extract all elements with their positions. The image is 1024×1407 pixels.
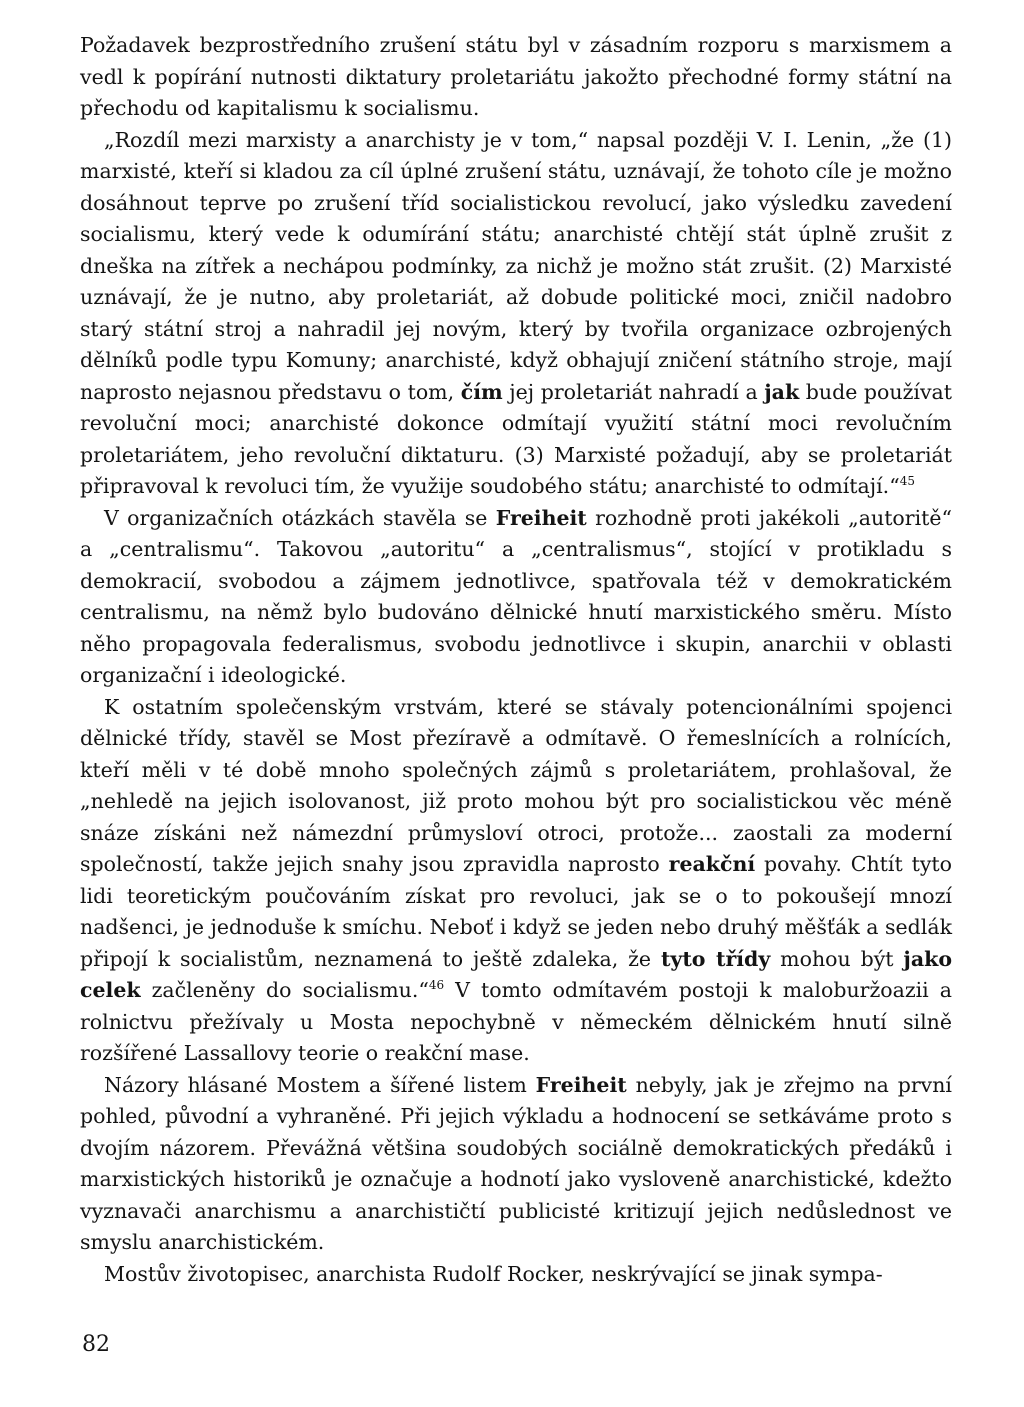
text-run: začleněny do socialismu.“	[140, 978, 429, 1002]
paragraph	[80, 692, 952, 1070]
text-run: rozhodně proti jakékoli „autoritě“ a „centralismu“. Takovou „autoritu“ a „centralismus“, stojící v protikladu s demokracií, svobodou a zájmem jednotlivce, spatřovala též v demokratickém centralismu, na němž bylo budováno dělnické hnutí marxistického směru. Místo něho propagovala federalismus, svobodu jednotlivce i skupin, anarchii v oblasti organizační i ideologické.	[80, 505, 952, 687]
emphasis-text: tyto třídy	[660, 946, 771, 971]
footnote-ref: 46	[428, 978, 445, 993]
text-run: povahy. Chtít tyto lidi teoretickým poučováním získat pro revoluci, jak se o to pokoušejí mnozí nadšenci, je jednoduše k smíchu. Neboť i když se jeden nebo druhý měšťák a sedlák připojí k socialistům, neznamená to ještě zdaleka, že	[80, 852, 953, 971]
text-run: Mostův životopisec, anarchista Rudolf Rocker, neskrývající se jinak sympa-	[104, 1261, 883, 1286]
emphasis-text: jako celek	[80, 946, 952, 1002]
emphasis-text: reakční	[668, 852, 756, 876]
text-run: jej proletariát nahradí a	[502, 379, 765, 404]
paragraph	[80, 503, 952, 692]
paragraph	[80, 1259, 952, 1291]
emphasis-text: Freiheit	[495, 505, 587, 530]
text-run: Požadavek bezprostředního zrušení státu byl v zásadním rozporu s marxismem a vedl k popírání nutnosti diktatury proletariátu jakožto přechodné formy státní na přechodu od kapitalismu k socialismu.	[80, 33, 952, 120]
paragraph	[80, 125, 952, 503]
text-run: Názory hlásané Mostem a šířené listem	[104, 1072, 536, 1097]
page-number: 82	[82, 1332, 110, 1357]
footnote-ref: 45	[899, 474, 915, 489]
text-run: „Rozdíl mezi marxisty a anarchisty je v tom,“ napsal později V. I. Lenin, „že (1) marxisté, kteří si kladou za cíl úplné zrušení státu, uznávají, že tohoto cíle je možno dosáhnout teprve po zrušení tříd socialistickou revolucí, jako výsledku zavedení socialismu, který vede k odumírání státu; anarchisté chtějí stát úplně zrušit z dneška na zítřek a nechápou podmínky, za nichž je možno stát zrušit. (2) Marxisté uznávají, že je nutno, aby proletariát, až dobude politické moci, zničil nadobro starý státní stroj a nahradil jej novým, který by tvořila organizace ozbrojených dělníků podle typu Komuny; anarchisté, když obhajují zničení státního stroje, mají naprosto nejasnou představu o tom,	[80, 127, 952, 404]
text-run: V organizačních otázkách stavěla se	[104, 505, 496, 530]
text-run: K ostatním společenským vrstvám, které se stávaly potencionálními spojenci dělnické třídy, stavěl se Most přezíravě a odmítavě. O řemeslnících a rolnících, kteří měli v té době mnoho společných zájmů s proletariátem, prohlašoval, že „nehledě na jejich isolovanost, již proto mohou být pro socialistickou věc méně snáze získáni než námezdní průmysloví otroci, protože... zaostali za moderní společností, takže jejich snahy jsou zpravidla naprosto	[80, 694, 952, 876]
text-run: nebyly, jak je zřejmo na první pohled, původní a vyhraněné. Při jejich výkladu a hodnocení se setkáváme proto s dvojím názorem. Převážná většina soudobých sociálně demokratických předáků i marxistických historiků je označuje a hodnotí jako vysloveně anarchistické, kdežto vyznavači anarchismu a anarchističtí publicisté kritizují jejich nedůslednost ve smyslu anarchistickém.	[80, 1072, 952, 1254]
emphasis-text: jak	[764, 379, 800, 404]
paragraph	[80, 30, 952, 125]
text-run: bude používat revoluční moci; anarchisté dokonce odmítají využití státní moci revolučním proletariátem, jeho revoluční diktaturu. (3) Marxisté požadují, aby se proletariát připravoval k revoluci tím, že využije soudobého státu; anarchisté to odmítají.“	[80, 379, 952, 498]
emphasis-text: čím	[460, 379, 503, 404]
text-run: mohou být	[770, 946, 904, 971]
paragraph	[80, 1070, 952, 1259]
text-run: V tomto odmítavém postoji k maloburžoazii a rolnictvu přežívaly u Mosta nepochybně v německém dělnickém hnutí silně rozšířené Lassallovy teorie o reakční mase.	[80, 978, 952, 1065]
document-body	[80, 30, 952, 1290]
emphasis-text: Freiheit	[535, 1072, 627, 1097]
